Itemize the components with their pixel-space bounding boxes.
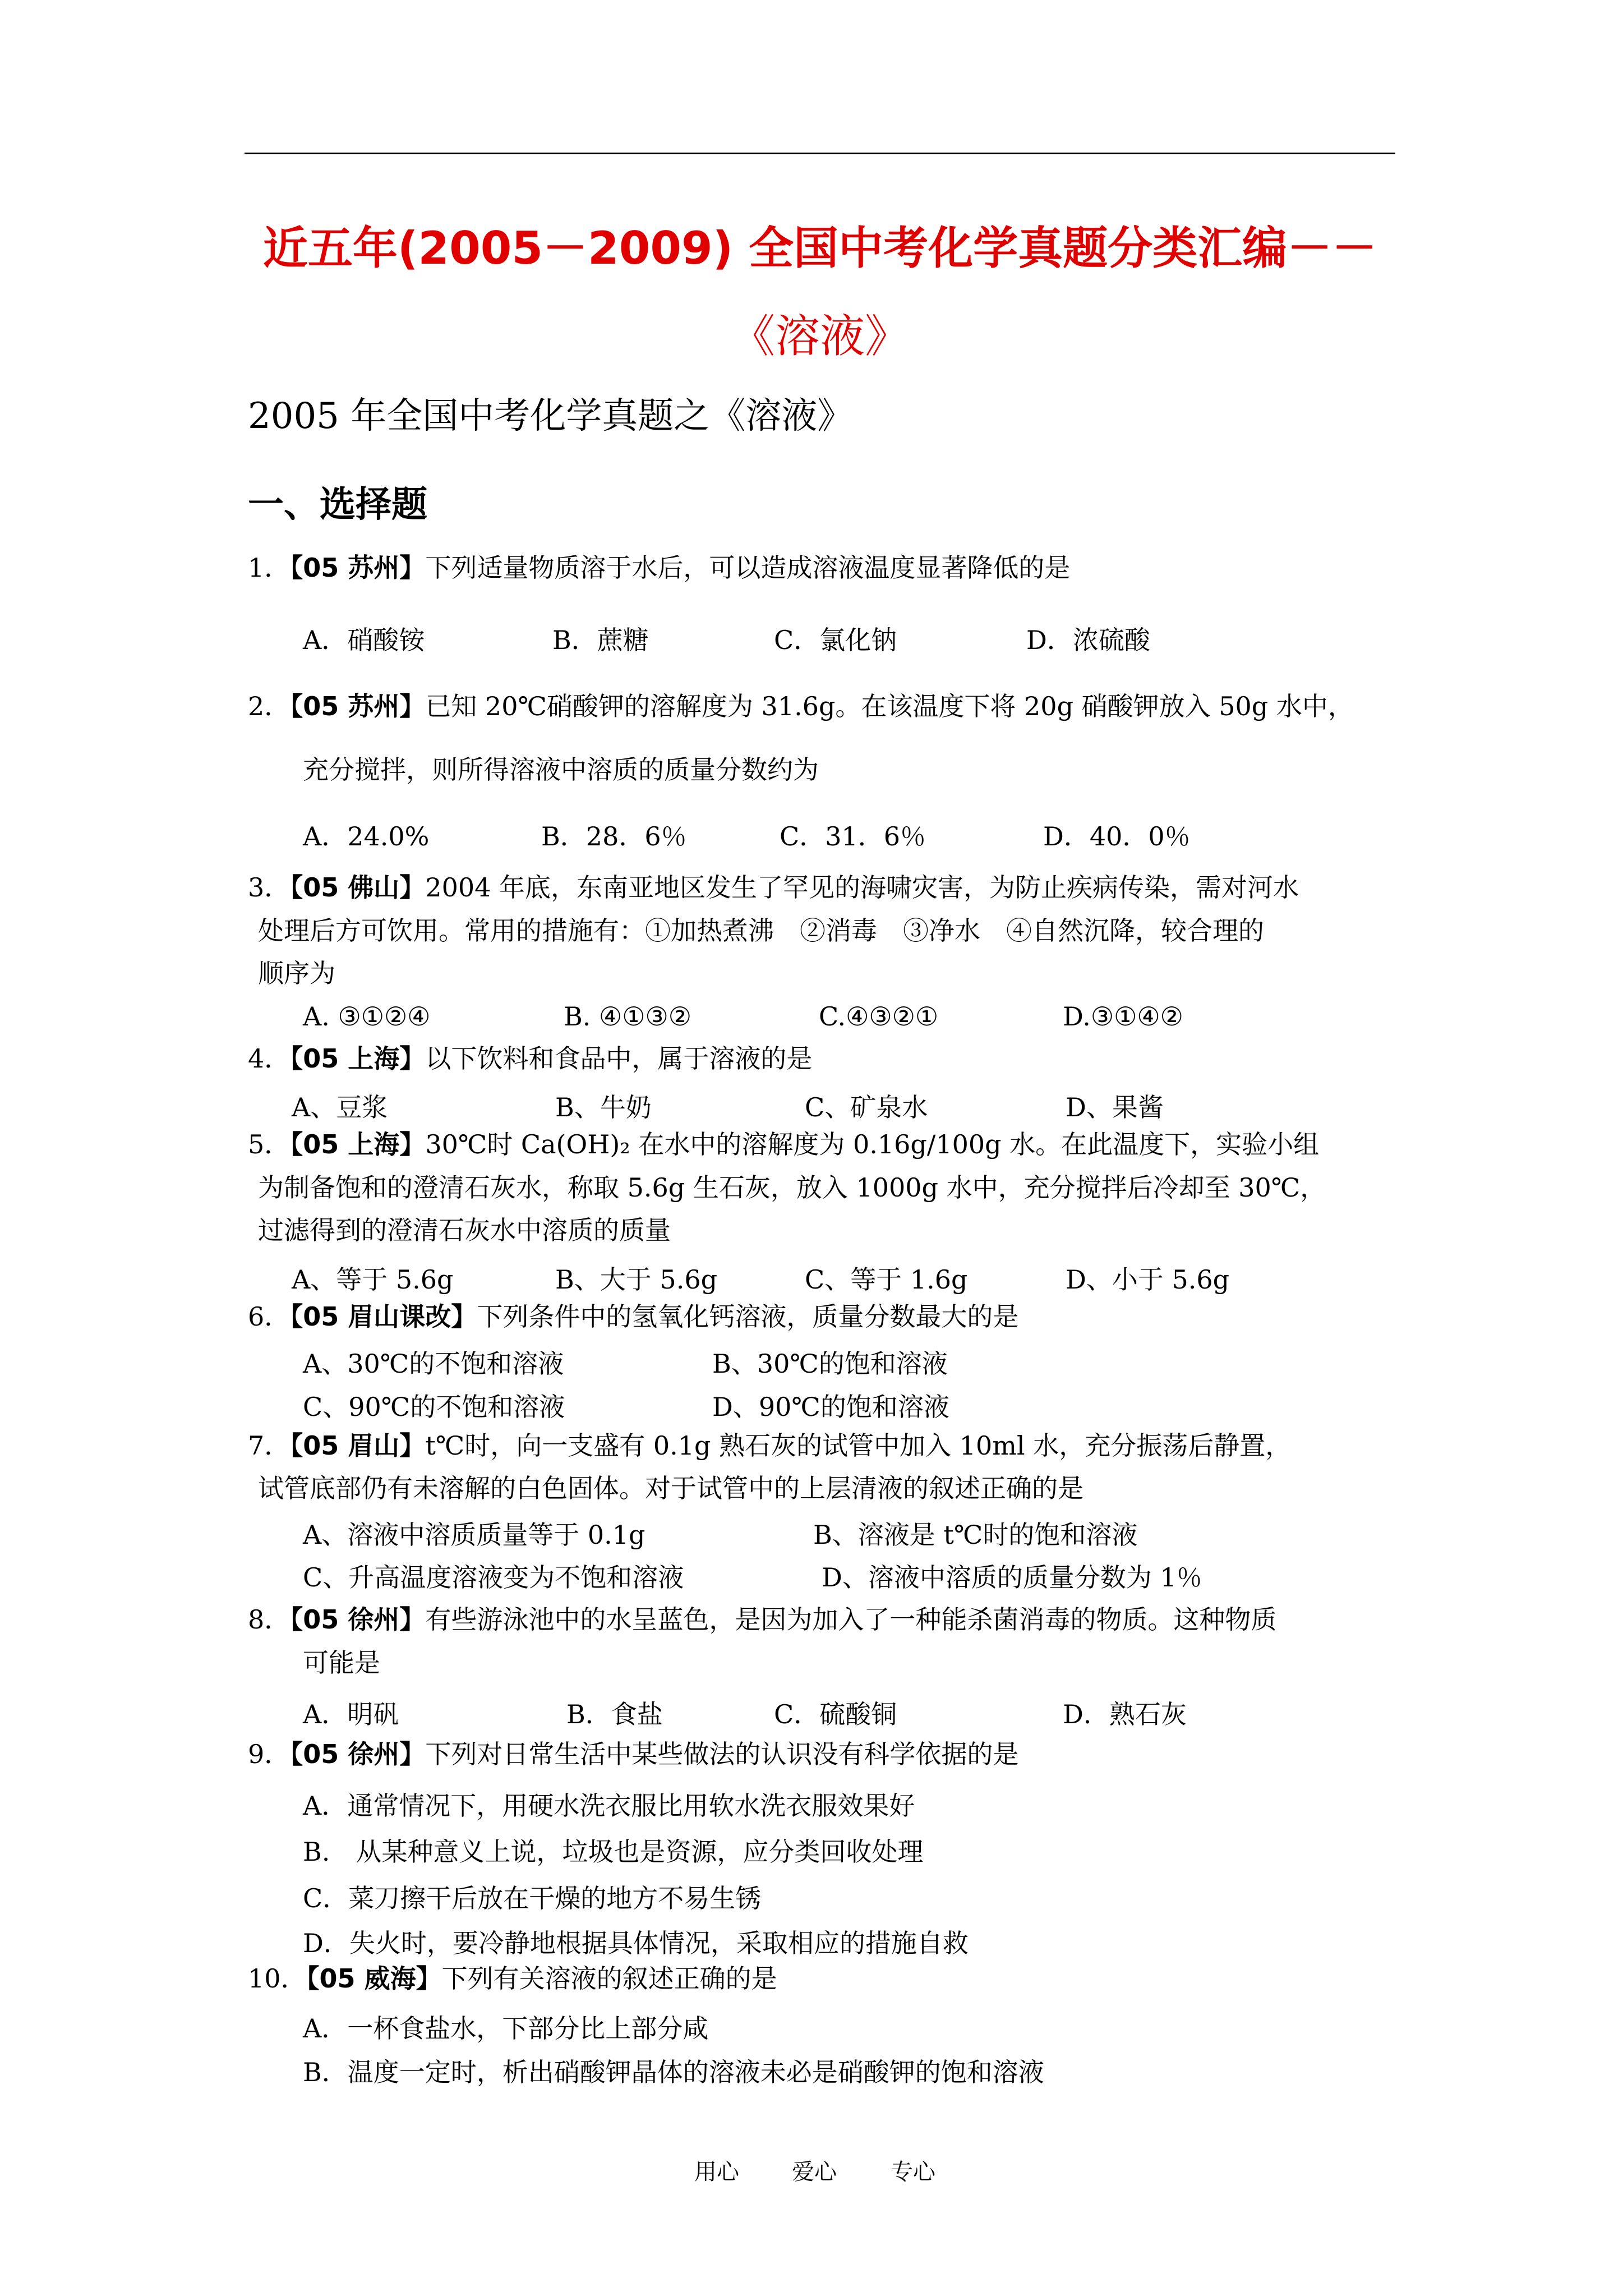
question-text-continued: 过滤得到的澄清石灰水中溶质的质量 [258, 1215, 671, 1245]
option: B、牛奶 [555, 1092, 652, 1122]
document-title-topic: 《溶液》 [730, 310, 910, 362]
option: B．28．6％ [541, 821, 687, 852]
question-2 [248, 685, 1354, 727]
option: D．失火时，要冷静地根据具体情况，采取相应的措施自救 [303, 1928, 969, 1958]
question-text-continued: 试管底部仍有未溶解的白色固体。对于试管中的上层清液的叙述正确的是 [258, 1473, 1083, 1503]
question-3 [248, 867, 1299, 908]
option: B、30℃的饱和溶液 [712, 1349, 948, 1379]
question-number: 4． [248, 1043, 291, 1074]
question-number: 7． [248, 1430, 291, 1461]
option: D．40．0％ [1043, 821, 1191, 852]
question-text-continued: 顺序为 [258, 958, 335, 988]
question-number: 3． [248, 872, 291, 903]
option: D、90℃的饱和溶液 [712, 1392, 949, 1422]
question-source-tag: 【05 徐州】 [290, 1739, 426, 1769]
option: C、等于 1.6g [805, 1264, 968, 1295]
question-6 [248, 1296, 1018, 1337]
option: D.③①④② [1063, 1001, 1183, 1032]
question-number: 8． [248, 1604, 291, 1635]
option: B、溶液是 t℃时的饱和溶液 [813, 1520, 1138, 1550]
option: A．一杯食盐水，下部分比上部分咸 [303, 2013, 709, 2044]
question-source-tag: 【05 眉山】 [290, 1430, 426, 1461]
question-text: 下列适量物质溶于水后，可以造成溶液温度显著降低的是 [425, 553, 1071, 583]
section-heading: 一、选择题 [248, 484, 427, 526]
option: A. ③①②④ [303, 1001, 431, 1032]
question-source-tag: 【05 眉山课改】 [290, 1301, 477, 1332]
option: A、溶液中溶质质量等于 0.1g [303, 1520, 645, 1550]
question-text: 有些游泳池中的水呈蓝色，是因为加入了一种能杀菌消毒的物质。这种物质 [425, 1604, 1277, 1635]
question-source-tag: 【05 威海】 [306, 1963, 442, 1994]
question-number: 2． [248, 691, 291, 721]
header-rule [245, 153, 1395, 154]
question-source-tag: 【05 佛山】 [290, 872, 426, 903]
question-4 [248, 1038, 812, 1079]
option: D、果酱 [1066, 1092, 1164, 1122]
option: A．硝酸铵 [303, 625, 425, 655]
option: A、30℃的不饱和溶液 [303, 1349, 564, 1379]
question-number: 10． [248, 1963, 307, 1994]
option: C、矿泉水 [805, 1092, 928, 1122]
question-text-continued: 可能是 [303, 1648, 380, 1678]
option: B. ④①③② [564, 1001, 692, 1032]
option: C.④③②① [819, 1001, 939, 1032]
question-source-tag: 【05 苏州】 [290, 691, 426, 721]
option: C．硫酸铜 [774, 1699, 897, 1729]
option: C、升高温度溶液变为不饱和溶液 [303, 1562, 684, 1593]
question-number: 9． [248, 1739, 291, 1769]
option: D．浓硫酸 [1026, 625, 1150, 655]
question-10 [248, 1958, 777, 1999]
option: B．温度一定时，析出硝酸钾晶体的溶液未必是硝酸钾的饱和溶液 [303, 2057, 1044, 2087]
option: D、小于 5.6g [1066, 1264, 1230, 1295]
option: C、90℃的不饱和溶液 [303, 1392, 565, 1422]
question-text: 下列有关溶液的叙述正确的是 [441, 1963, 777, 1994]
option: A、豆浆 [292, 1092, 388, 1122]
option: D、溶液中溶质的质量分数为 1％ [822, 1562, 1202, 1593]
question-text: 下列条件中的氢氧化钙溶液，质量分数最大的是 [477, 1301, 1019, 1332]
question-source-tag: 【05 徐州】 [290, 1604, 426, 1635]
question-text-continued: 充分搅拌，则所得溶液中溶质的质量分数约为 [303, 754, 819, 785]
question-text: 下列对日常生活中某些做法的认识没有科学依据的是 [425, 1739, 1019, 1769]
footer-text: 用心 [694, 2159, 739, 2185]
question-text: 以下饮料和食品中，属于溶液的是 [425, 1043, 813, 1074]
footer-text: 专心 [891, 2159, 935, 2185]
option: A．24.0% [303, 821, 430, 852]
question-text: 30℃时 Ca(OH)₂ 在水中的溶解度为 0.16g/100g 水。在此温度下，实验小组 [425, 1129, 1320, 1159]
section-subtitle: 2005 年全国中考化学真题之《溶液》 [248, 395, 854, 437]
document-title: 近五年(2005－2009) 全国中考化学真题分类汇编－－ [262, 222, 1377, 274]
question-text: 已知 20℃硝酸钾的溶解度为 31.6g。在该温度下将 20g 硝酸钾放入 50g 水中， [425, 691, 1354, 721]
question-text-continued: 为制备饱和的澄清石灰水，称取 5.6g 生石灰，放入 1000g 水中，充分搅拌后冷却至 30℃， [258, 1172, 1326, 1203]
question-text-continued: 处理后方可饮用。常用的措施有：①加热煮沸 ②消毒 ③净水 ④自然沉降，较合理的 [258, 915, 1264, 946]
option: B、大于 5.6g [555, 1264, 718, 1295]
question-7 [248, 1425, 1291, 1466]
option: B．蔗糖 [552, 625, 649, 655]
question-source-tag: 【05 上海】 [290, 1043, 426, 1074]
footer-text: 爱心 [792, 2159, 837, 2185]
question-number: 6． [248, 1301, 291, 1332]
question-number: 1． [248, 553, 291, 583]
option: B．食盐 [566, 1699, 663, 1729]
option: C．菜刀擦干后放在干燥的地方不易生锈 [303, 1883, 762, 1913]
question-1 [248, 547, 1070, 588]
question-text: 2004 年底，东南亚地区发生了罕见的海啸灾害，为防止疾病传染，需对河水 [425, 872, 1299, 903]
option: D．熟石灰 [1063, 1699, 1187, 1729]
option: C．31．6％ [780, 821, 926, 852]
option: B. 从某种意义上说，垃圾也是资源，应分类回收处理 [303, 1837, 924, 1867]
question-source-tag: 【05 苏州】 [290, 553, 426, 583]
question-9 [248, 1733, 1018, 1775]
question-text: t℃时，向一支盛有 0.1g 熟石灰的试管中加入 10ml 水，充分振荡后静置， [425, 1430, 1292, 1461]
option: A．明矾 [303, 1699, 399, 1729]
question-number: 5． [248, 1129, 291, 1159]
option: A．通常情况下，用硬水洗衣服比用软水洗衣服效果好 [303, 1791, 915, 1821]
question-5 [248, 1124, 1319, 1165]
question-8 [248, 1599, 1276, 1640]
question-source-tag: 【05 上海】 [290, 1129, 426, 1159]
option: A、等于 5.6g [292, 1264, 454, 1295]
option: C．氯化钠 [774, 625, 897, 655]
